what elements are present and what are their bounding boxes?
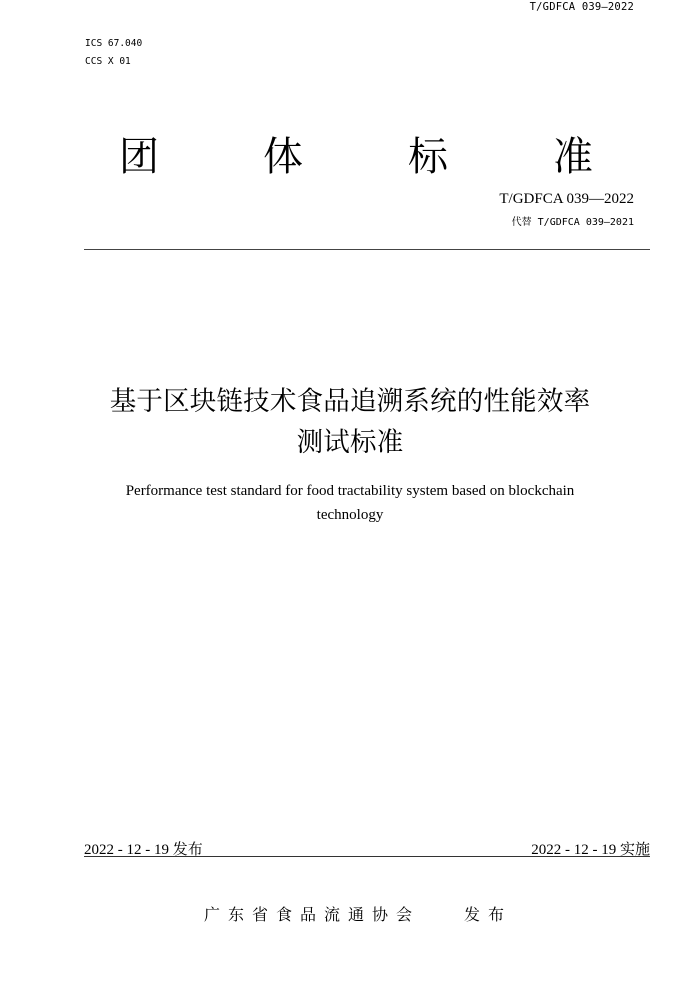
standard-code: T/GDFCA 039—2022 <box>499 191 634 207</box>
issue-date: 2022 - 12 - 19 发布 <box>84 842 203 858</box>
replaces-standard: 代替 T/GDFCA 039—2021 <box>511 217 634 228</box>
header-standard-number: T/GDFCA 039—2022 <box>529 1 634 13</box>
ccs-code: CCS X 01 <box>85 56 131 67</box>
ics-code: ICS 67.040 <box>85 38 143 49</box>
doc-type-char-3: 标 <box>408 134 448 180</box>
doc-type-char-2: 体 <box>263 134 303 180</box>
top-divider <box>84 249 650 250</box>
title-cn-line-2: 测试标准 <box>296 427 404 458</box>
title-en-line-2: technology <box>316 507 384 523</box>
title-cn-line-1: 基于区块链技术食品追溯系统的性能效率 <box>109 386 591 417</box>
doc-type-char-4: 准 <box>553 134 593 180</box>
bottom-divider <box>84 856 650 857</box>
implementation-date: 2022 - 12 - 19 实施 <box>531 842 650 858</box>
doc-type-char-1: 团 <box>119 134 159 180</box>
publisher-name: 广东省食品流通协会 <box>204 905 421 924</box>
title-en-line-1: Performance test standard for food tractability system based on blockchain <box>125 483 575 499</box>
publish-label: 发布 <box>464 905 513 924</box>
